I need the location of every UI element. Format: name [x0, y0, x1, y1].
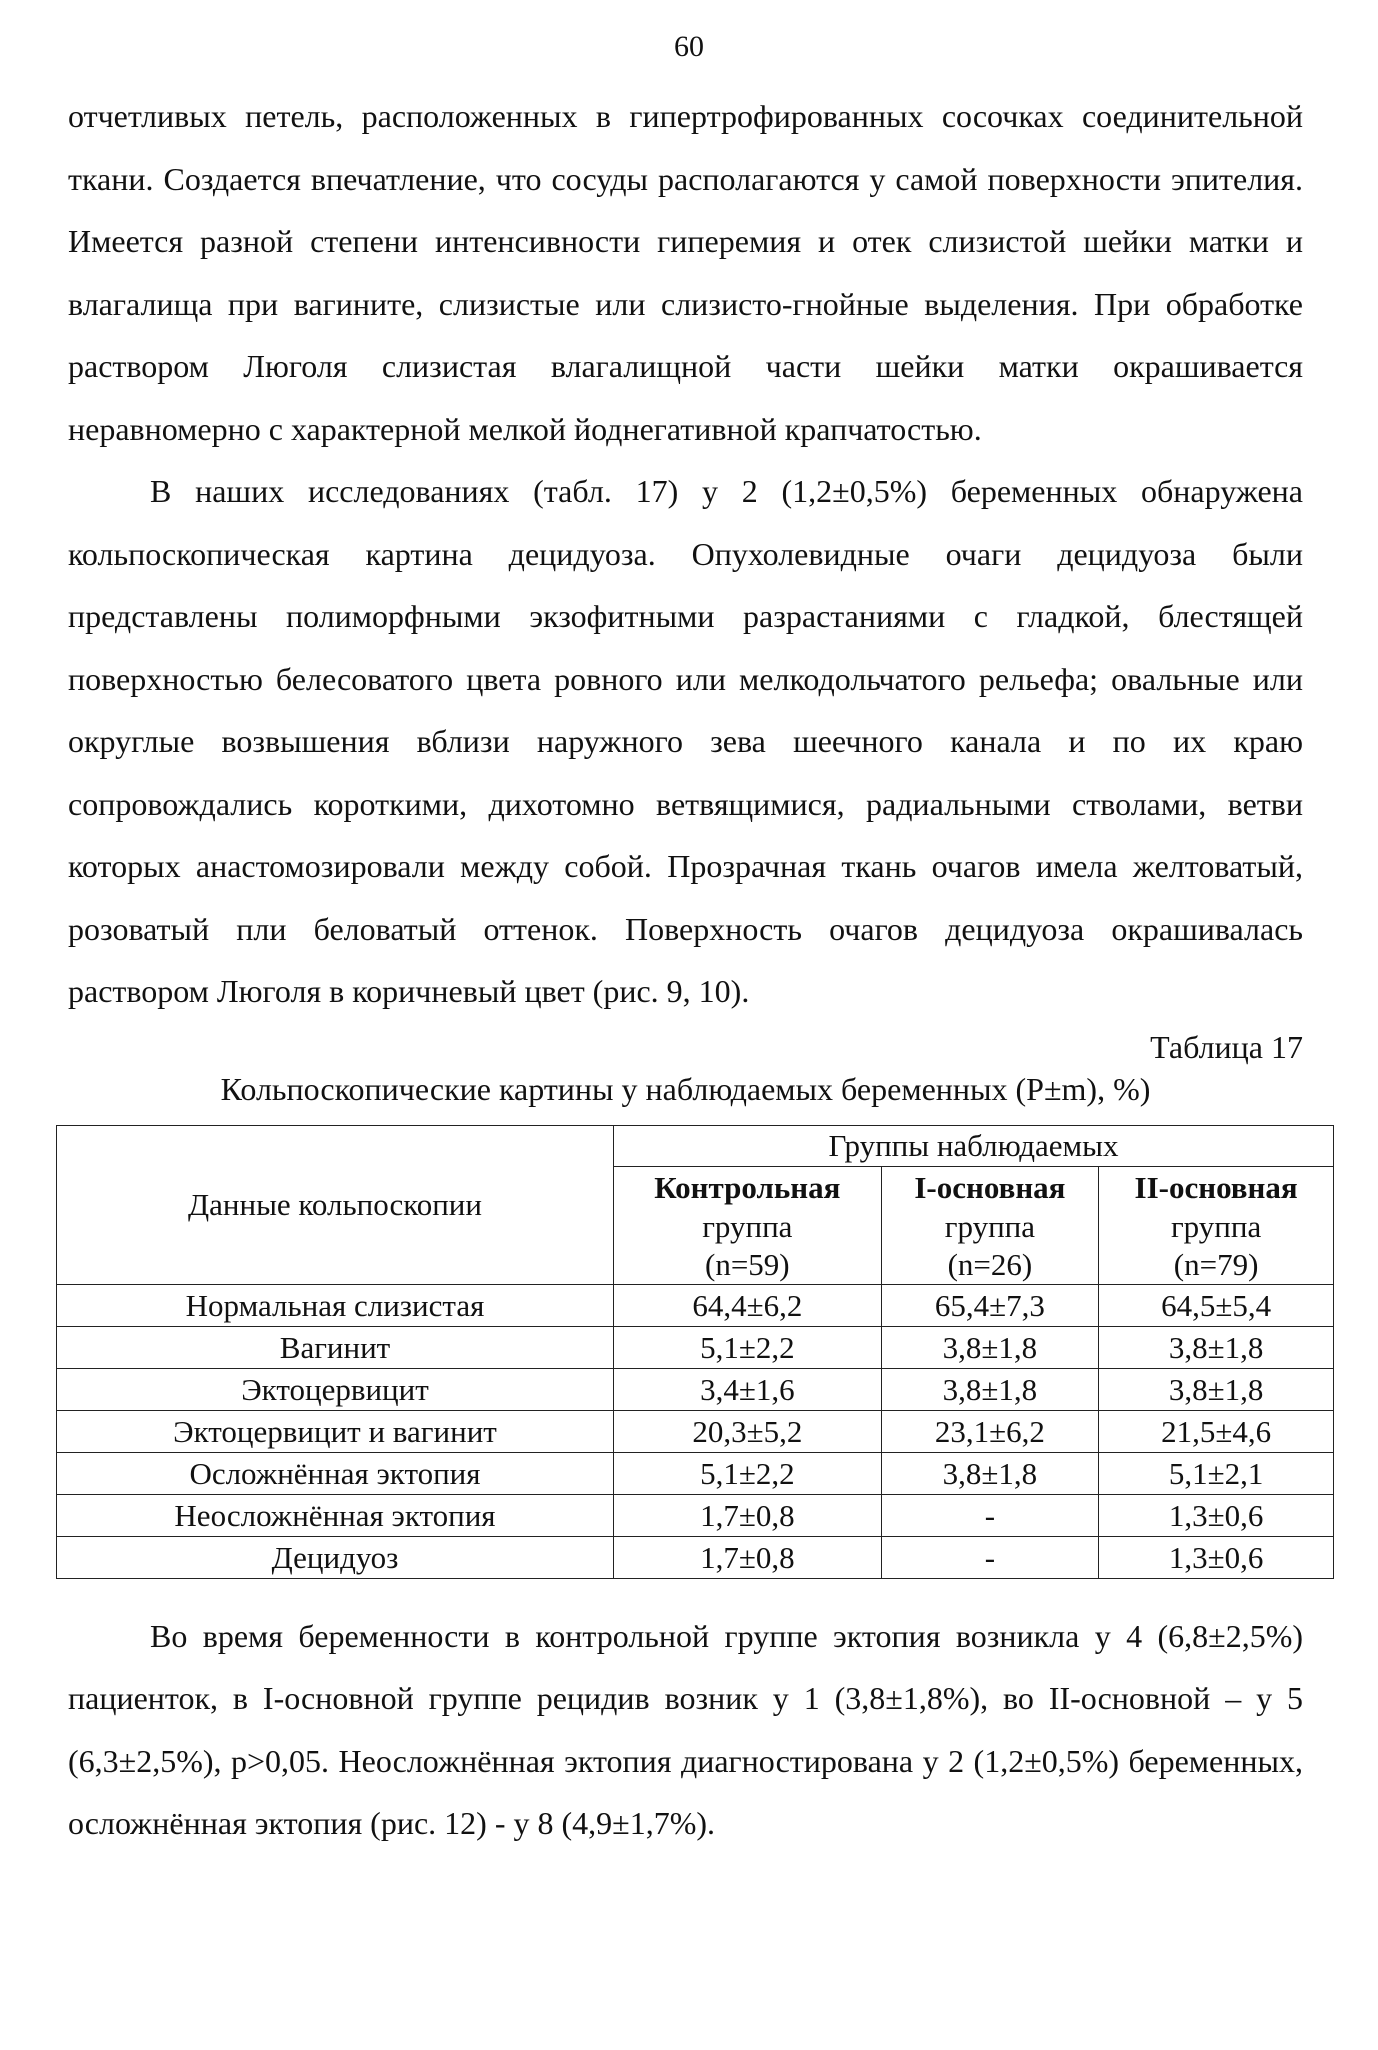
row-header-cell: Данные кольпоскопии — [57, 1125, 614, 1284]
table-row — [57, 1452, 1334, 1494]
column-header-control — [614, 1166, 882, 1284]
table-cell: 64,4±6,2 — [614, 1284, 882, 1326]
column-n: (n=79) — [1173, 1246, 1259, 1282]
table-cell: 3,8±1,8 — [1099, 1368, 1334, 1410]
colposcopy-table — [56, 1125, 1334, 1579]
row-label: Вагинит — [57, 1326, 614, 1368]
table-cell: 5,1±2,2 — [614, 1326, 882, 1368]
table-cell: 23,1±6,2 — [881, 1410, 1099, 1452]
table-row — [57, 1410, 1334, 1452]
column-n: (n=26) — [947, 1246, 1033, 1282]
column-sub: группа — [944, 1208, 1036, 1244]
table-caption: Кольпоскопические картины у наблюдаемых беременных (P±m), %) — [220, 1070, 1151, 1107]
table-cell: 3,8±1,8 — [881, 1326, 1099, 1368]
table-cell: 20,3±5,2 — [614, 1410, 882, 1452]
table-cell: - — [881, 1494, 1099, 1536]
table-cell: 5,1±2,1 — [1099, 1452, 1334, 1494]
table-number: Таблица 17 — [1150, 1028, 1303, 1065]
column-header-group-2 — [1099, 1166, 1334, 1284]
column-sub: группа — [1170, 1208, 1262, 1244]
paragraph-3: Во время беременности в контрольной группе эктопия возникла у 4 (6,8±2,5%) пациенток, в I-основной группе рецидив возник у 1 (3,8±1,8%), во II-основной – у 5 (6,3±2,5%), p>0,05. Неосложнённая эктопия диагностирована у 2 (1,2±0,5%) беременных, осложнённая эктопия (рис. 12) - у 8 (4,9±1,7%). — [68, 1617, 1303, 1841]
row-label: Эктоцервицит и вагинит — [57, 1410, 614, 1452]
row-label: Децидуоз — [57, 1536, 614, 1578]
column-header-group-1 — [881, 1166, 1099, 1284]
table-cell: 21,5±4,6 — [1099, 1410, 1334, 1452]
row-label: Эктоцервицит — [57, 1368, 614, 1410]
table-cell: 1,7±0,8 — [614, 1494, 882, 1536]
table-row — [57, 1326, 1334, 1368]
column-name: Контрольная — [654, 1169, 841, 1205]
page-number: 60 — [674, 30, 704, 63]
row-label: Нормальная слизистая — [57, 1284, 614, 1326]
table-cell: 3,4±1,6 — [614, 1368, 882, 1410]
table-cell: 1,3±0,6 — [1099, 1494, 1334, 1536]
table-cell: 1,3±0,6 — [1099, 1536, 1334, 1578]
table-cell: - — [881, 1536, 1099, 1578]
body-text — [68, 85, 1303, 1855]
table-row — [57, 1536, 1334, 1578]
table-cell: 3,8±1,8 — [881, 1452, 1099, 1494]
table-row — [57, 1368, 1334, 1410]
table-cell: 3,8±1,8 — [1099, 1326, 1334, 1368]
paragraph-1: отчетливых петель, расположенных в гипертрофированных сосочках соединительной ткани. Создается впечатление, что сосуды располагаются у самой поверхности эпителия. Имеется разной степени интенсивности гиперемия и отек слизистой шейки матки и влагалища при вагините, слизистые или слизисто-гнойные выделения. При обработке раствором Люголя слизистая влагалищной части шейки матки окрашивается неравномерно с характерной мелкой йоднегативной крапчатостью. — [68, 98, 1303, 447]
paragraph-2: В наших исследованиях (табл. 17) у 2 (1,2±0,5%) беременных обнаружена кольпоскопическая картина децидуоза. Опухолевидные очаги децидуоза были представлены полиморфными экзофитными разрастаниями с гладкой, блестящей поверхностью белесоватого цвета ровного или мелкодольчатого рельефа; овальные или округлые возвышения вблизи наружного зева шеечного канала и по их краю сопровождались короткими, дихотомно ветвящимися, радиальными стволами, ветви которых анастомозировали между собой. Прозрачная ткань очагов имела желтоватый, розоватый пли беловатый оттенок. Поверхность очагов децидуоза окрашивалась раствором Люголя в коричневый цвет (рис. 9, 10). — [68, 473, 1303, 1009]
table-cell: 64,5±5,4 — [1099, 1284, 1334, 1326]
table-row — [57, 1284, 1334, 1326]
row-label: Неосложнённая эктопия — [57, 1494, 614, 1536]
table-cell: 65,4±7,3 — [881, 1284, 1099, 1326]
column-sub: группа — [702, 1208, 793, 1244]
table-cell: 5,1±2,2 — [614, 1452, 882, 1494]
table-header-row — [57, 1125, 1334, 1166]
table-cell: 3,8±1,8 — [881, 1368, 1099, 1410]
row-label: Осложнённая эктопия — [57, 1452, 614, 1494]
table-cell: 1,7±0,8 — [614, 1536, 882, 1578]
group-header-cell: Группы наблюдаемых — [614, 1125, 1334, 1166]
column-name: I-основная — [914, 1169, 1066, 1205]
column-n: (n=59) — [705, 1246, 790, 1282]
table-row — [57, 1494, 1334, 1536]
column-name: II-основная — [1134, 1169, 1298, 1205]
